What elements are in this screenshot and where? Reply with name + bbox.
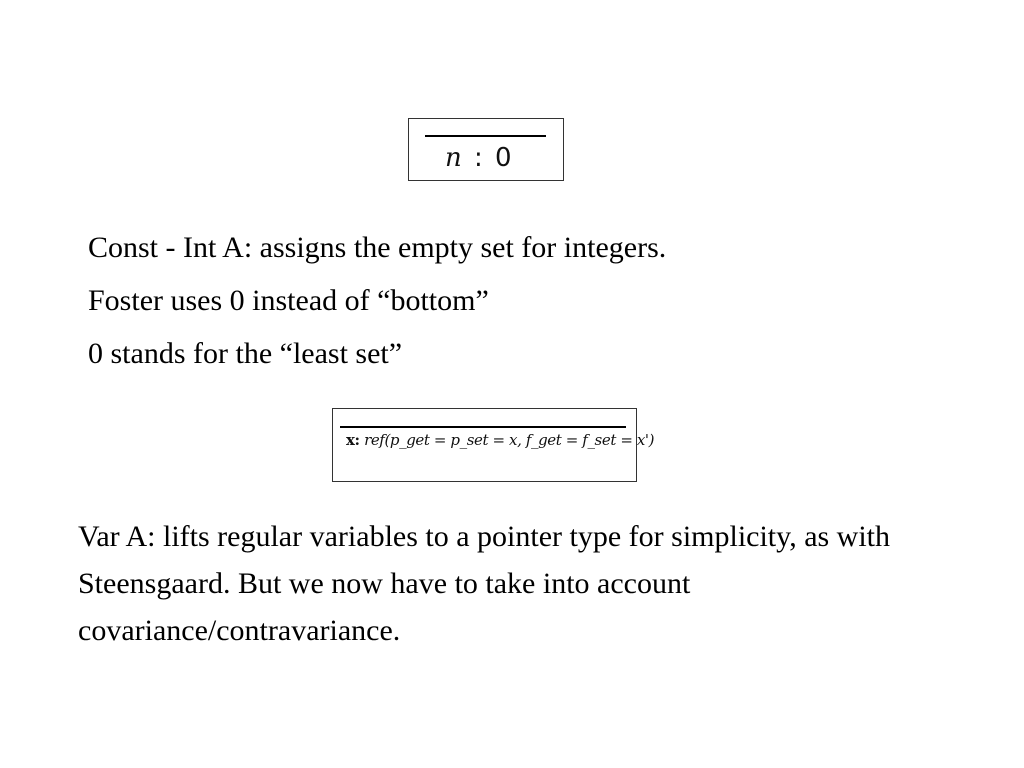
var-rule-conclusion <box>346 431 654 449</box>
const-int-rule-conclusion <box>445 143 514 173</box>
const-int-description: Const - Int A: assigns the empty set for integers. <box>88 231 667 264</box>
var-rule-body: ref(p_get = p_set = x, f_get = f_set = x') <box>364 431 655 449</box>
foster-bottom-note: Foster uses 0 instead of “bottom” <box>88 284 489 317</box>
inference-rule-bar <box>425 135 546 137</box>
inference-rule-bar <box>340 426 626 428</box>
rule-variable-n: n <box>445 143 464 173</box>
rule-separator: : <box>474 143 485 173</box>
rule-value-zero: 0 <box>495 143 514 173</box>
var-rule-image <box>332 408 655 482</box>
rule-separator: : <box>354 431 360 449</box>
least-set-note: 0 stands for the “least set” <box>88 337 403 370</box>
var-a-description: Var A: lifts regular variables to a pointer type for simplicity, as with Steensgaard. But we now have to take into account covariance/contravariance. <box>78 520 891 647</box>
const-int-rule-image <box>408 118 564 181</box>
rule-variable-x: x <box>346 431 355 449</box>
